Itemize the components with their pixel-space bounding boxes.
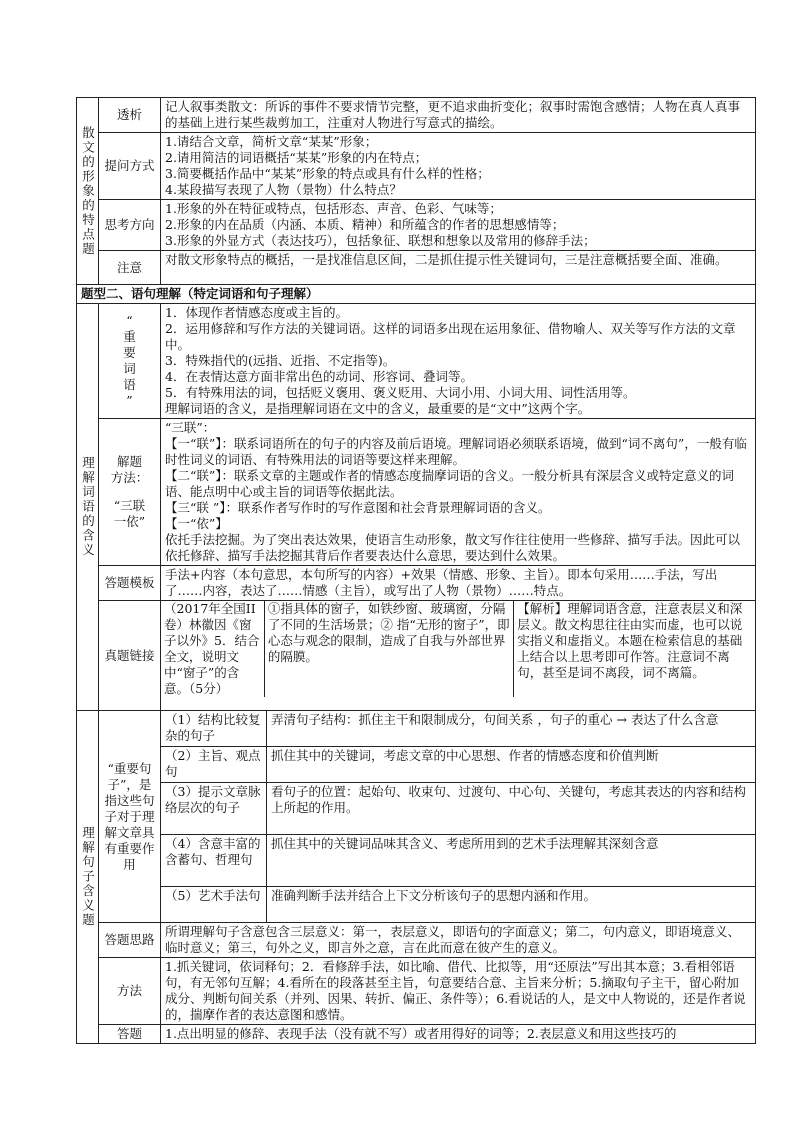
row-label: 答题 xyxy=(99,1025,161,1044)
table-row xyxy=(77,923,756,958)
row-label: 透析 xyxy=(99,98,161,133)
sentence-desc: 准确判断手法并结合上下文分析该句子的思想内涵和作用。 xyxy=(267,887,756,923)
table-row xyxy=(77,200,756,251)
row-label: 方法 xyxy=(99,958,161,1025)
table-row xyxy=(77,835,756,887)
table-row xyxy=(77,251,756,285)
row-content: 1.抓关键词，依词释句；2．看修辞手法，如比喻、借代、比拟等，用“还原法”写出其本意；3.看相邻语句，有无邻句互解；4.看所在的段落甚至主旨，句意要结合意、主旨来分析；5.摘取句子主干，留心附加成分、判断句间关系（并列、因果、转折、偏正、条件等）；6.看说话的人，是文中人物说的，还是作者说的，揣摩作者的表达意图和感情。 xyxy=(161,958,756,1025)
row-label: 真题链接 xyxy=(99,601,161,711)
table-row xyxy=(77,1025,756,1044)
table-row xyxy=(77,133,756,200)
exam-answer: ①指具体的窗子，如铁纱窗、玻璃窗，分隔了不同的生活场景；② 指“无形的窗子”，即心态与观念的限制，造成了自我与外部世界的隔膜。 xyxy=(264,601,513,697)
row-label: 提问方式 xyxy=(99,133,161,200)
sentence-type: （3）提示文章脉络层次的句子 xyxy=(161,783,267,835)
table-row xyxy=(77,747,756,783)
table-row xyxy=(77,958,756,1025)
table-row xyxy=(77,783,756,835)
exam-source: （2017年全国II卷）林徽因《窗子以外》5．结合全文，说明文中“窗子”的含意。（5分） xyxy=(164,601,260,696)
row-content: 1.点出明显的修辞、表现手法（没有就不写）或者用得好的词等；2.表层意义和用这些技巧的 xyxy=(161,1025,756,1044)
row-content: 1．体现作者情感态度或主旨的。 2．运用修辞和写作方法的关键词语。这样的词语多出现在运用象征、借物喻人、双关等写作方法的文章中。 3．特殊指代的(远指、近指、不定指等)。 4．在表情达意方面非常出色的动词、形容词、叠词等。 5．有特殊用法的词，包括贬义褒用、褒义贬用、大词小用、小词大用、词性活用等。 理解词语的含义，是指理解词语在文中的含义，最重要的是“文中”这两个字。 xyxy=(161,304,756,419)
exam-link-cell xyxy=(161,601,756,711)
table-row xyxy=(77,304,756,419)
row-label: 思考方向 xyxy=(99,200,161,251)
row-content: 对散文形象特点的概括，一是找准信息区间，二是抓住提示性关键词句，三是注意概括要全面、准确。 xyxy=(161,251,756,285)
row-content: “三联”： 【一“联”】：联系词语所在的句子的内容及前后语境。理解词语必须联系语境，做到“词不离句”，一般有临时性词义的词语、有特殊用法的词语等要这样来理解。 【二“联”】：联系文章的主题或作者的情感态度揣摩词语的含义。一般分析具有深层含义或特定意义的词语、能点明中心或主旨的词语等依据此法。 【三“联 ”】：联系作者写作时的写作意图和社会背景理解词语的含义。 【一“依”】 依托手法挖掘。为了突出表达效果，使语言生动形象，散文写作往往使用一些修辞、描写手法。因此可以依托修辞、描写手法挖掘其背后作者要表达什么意思，要达到什么效果。 xyxy=(161,419,756,566)
study-table xyxy=(76,97,756,1044)
row-label: 答题模板 xyxy=(99,566,161,601)
row-content: 所谓理解句子含意包含三层意义：第一，表层意义，即语句的字面意义；第二，句内意义，即语境意义、临时意义；第三，句外之义，即言外之意，言在此而意在彼产生的意义。 xyxy=(161,923,756,958)
sentence-type: （5）艺术手法句 xyxy=(161,887,267,923)
table-row xyxy=(77,601,756,711)
sentence-desc: 抓住其中的关键词，考虑文章的中心思想、作者的情感态度和价值判断 xyxy=(267,747,756,783)
sentence-type: （2）主旨、观点句 xyxy=(161,747,267,783)
table-row xyxy=(77,285,756,304)
section-heading: 题型二、语句理解（特定词语和句子理解） xyxy=(77,285,756,304)
row-label: 注意 xyxy=(99,251,161,285)
sentence-type: （1）结构比较复杂的句子 xyxy=(161,711,267,747)
row-label: 解题 方法： “三联 一依” xyxy=(99,419,161,566)
sentence-type: （4）含意丰富的含蓄句、哲理句 xyxy=(161,835,267,887)
important-sentence-label: “重要句子”，是指这些句子对于理解文章具有重要作用 xyxy=(99,711,161,923)
section-head-word-meaning: 理解词语的含义 xyxy=(77,304,99,711)
row-content: 1.形象的外在特征或特点，包括形态、声音、色彩、气味等； 2.形象的内在品质（内涵、本质、精神）和所蕴含的作者的思想感情等； 3.形象的外显方式（表达技巧），包括象征、联想和想象以及常用的修辞手法； xyxy=(161,200,756,251)
row-label: 答题思路 xyxy=(99,923,161,958)
exam-analysis: 【解析】理解词语含意，注意表层义和深层义。散文构思往往由实而虚，也可以说实指义和虚指义。本题在检索信息的基础上结合以上思考即可作答。注意词不离句，甚至是词不离段，词不离篇。 xyxy=(514,601,755,697)
table-row xyxy=(77,419,756,566)
sentence-desc: 弄清句子结构：抓住主干和限制成分，句间关系 ，句子的重心 → 表达了什么含意 xyxy=(267,711,756,747)
table-row xyxy=(77,98,756,133)
sentence-desc: 抓住其中的关键词品味其含义、考虑所用到的艺术手法理解其深刻含意 xyxy=(267,835,756,887)
section-head-prose-image: 散文的形象的特点题 xyxy=(77,98,99,285)
row-label: “ 重 要 词 语 ” xyxy=(99,304,161,419)
row-content: 手法+内容（本句意思，本句所写的内容）+效果（情感、形象、主旨）。即本句采用……手法，写出了……内容，表达了……情感（主旨），或写出了人物（景物）……特点。 xyxy=(161,566,756,601)
sentence-desc: 看句子的位置：起始句、收束句、过渡句、中心句、关键句，考虑其表达的内容和结构上所起的作用。 xyxy=(267,783,756,835)
section-head-sentence-meaning: 理解句子含义题 xyxy=(77,711,99,1044)
table-row xyxy=(77,711,756,747)
exam-link-table xyxy=(161,601,755,697)
row-content: 1.请结合文章，简析文章“某某”形象； 2.请用简洁的词语概括“某某”形象的内在特点； 3.简要概括作品中“某某”形象的特点或具有什么样的性格； 4.某段描写表现了人物（景物）什么特点？ xyxy=(161,133,756,200)
table-row xyxy=(77,887,756,923)
row-content: 记人叙事类散文：所诉的事件不要求情节完整，更不追求曲折变化；叙事时需饱含感情；人物在真人真事的基础上进行某些裁剪加工，注重对人物进行写意式的描绘。 xyxy=(161,98,756,133)
table-row xyxy=(77,566,756,601)
